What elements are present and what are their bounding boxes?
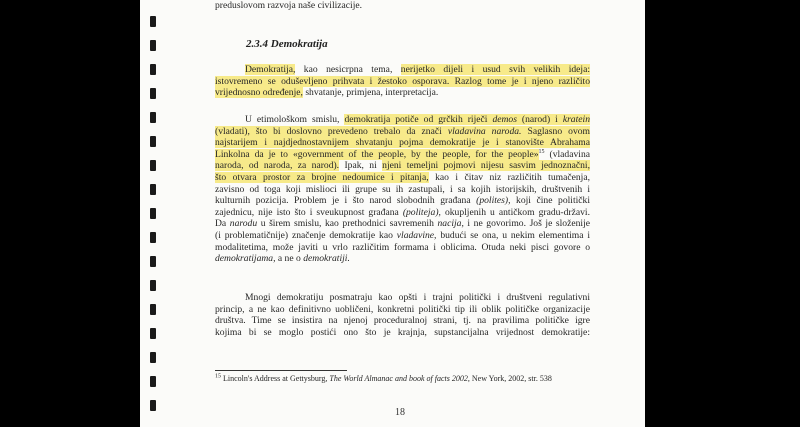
- p2-line-12: modalitetima, može javiti u vrlo različitim formama i oblicima. Otuda neki pisci govore o: [215, 241, 590, 253]
- paragraph-3: [215, 292, 590, 338]
- p2-line-3: najstarijem i najdjednostavnijem shvatanju pojma demokratije je i stanovište Abrahama: [215, 137, 590, 149]
- p2-line-4: Linkolna da je to «government of the people, by the people, for the people»$^{15}$ (vladavina: [215, 148, 591, 160]
- p2-line-13: demokratijama, a ne o demokratiji.: [215, 253, 350, 265]
- footnote: $^{15}$ Lincoln's Address at Gettysburg, The World Almanac and book of facts 2002, New York, 2002, str. 538: [215, 373, 552, 383]
- paragraph-1: [215, 64, 590, 99]
- p3-line-1: Mnogi demokratiju posmatraju kao opšti i trajni politički i društveni regulativni: [245, 292, 590, 303]
- top-line: preduslovom razvoja naše civilizacije.: [215, 0, 363, 11]
- p1-line-3: vrijednosno određenje, shvatanje, primjena, interpretacija.: [215, 87, 439, 99]
- p2-line-9: zajednicu, nije isto što i sveukupnost građana (politeja), okupljenih u antičkom gradu-državi.: [215, 206, 590, 218]
- section-heading: 2.3.4 Demokratija: [246, 38, 328, 50]
- p2-line-5: naroda, od naroda, za narod). Ipak, ni njeni temeljni pojmovi nijesu sasvim jednoznačni,: [215, 160, 590, 172]
- p2-line-1: U etimološkom smislu, demokratija potiče od grčkih riječi demos (narod) i kratein: [245, 114, 590, 125]
- p2-line-10: Da narodu u širem smislu, kao prethodnici savremenih nacija, i ne govorimo. Još je složenije: [215, 218, 590, 230]
- spiral-binding: [146, 0, 158, 427]
- footnote-rule: [215, 370, 347, 371]
- p1-line-2: istovremeno se oduševljeno prihvata i žestoko osporava. Razlog tome je i njeno različito: [215, 75, 590, 87]
- p2-line-2: (vladati), što bi doslovno prevedeno trebalo da znači vladavina naroda. Saglasno ovom: [215, 125, 590, 137]
- p2-line-11: (i problematičnije) značenje demokratije kao vladavine, budući se ona, u nekim elementima i: [215, 229, 590, 241]
- p3-line-2: princip, a ne kao definitivno uobličeni, konkretni politički tip ili oblik političke organizacije: [215, 303, 590, 315]
- p2-line-7: zavisno od toga koji mislioci ili grupe su ih zastupali, i sa kojih istorijskih, društvenih i: [215, 183, 590, 195]
- p1-line-1: Demokratija, kao nesicrpna tema, nerijetko dijeli i usud svih velikih ideja:: [245, 64, 591, 75]
- p2-line-8: kulturnih pozicija. Problem je i što narod slobodnih građana (polites), koji čine politički: [215, 195, 590, 207]
- paragraph-2: [215, 114, 590, 265]
- p3-line-3: društva. Time se insistira na njenoj proceduralnoj strani, tj. na pravilima političke igre: [215, 315, 590, 327]
- p3-line-4: kojima bi se moglo postići ono što je krajnja, supstancijalna vrijednost demokratije:: [215, 326, 590, 338]
- page-number: 18: [395, 407, 405, 418]
- p2-line-6: što otvara prostor za brojne nedoumice i pitanja, kao i čitav niz različitih tumačenja,: [215, 171, 591, 183]
